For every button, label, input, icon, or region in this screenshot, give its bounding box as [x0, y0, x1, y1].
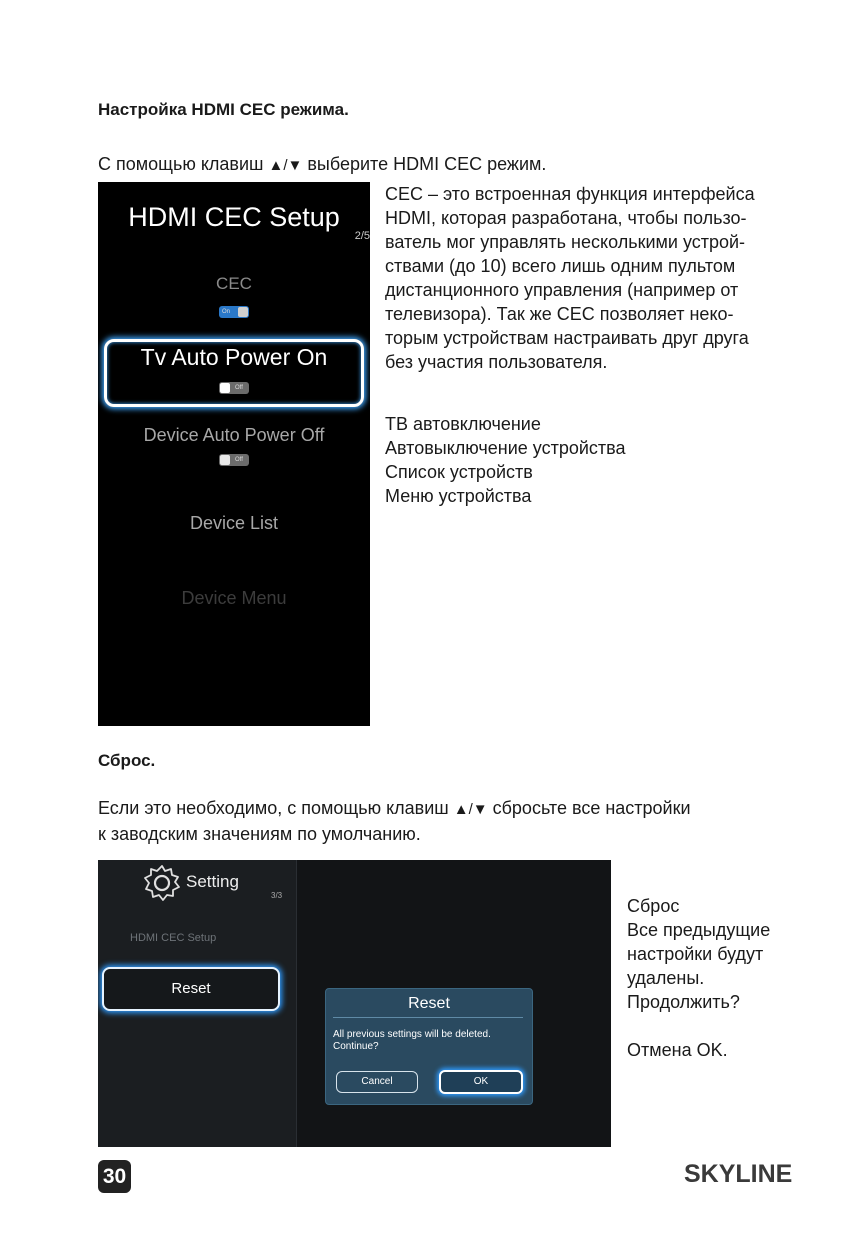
tv-screenshot-reset — [98, 860, 611, 1147]
dialog-message-line: All previous settings will be deleted. — [333, 1029, 491, 1040]
translation-line: ТВ автовключение — [385, 414, 541, 434]
description-line: HDMI, которая разработана, чтобы пользо- — [385, 208, 747, 228]
section-heading-hdmi-cec: Настройка HDMI CEC режима. — [98, 100, 349, 119]
translation-line: Отмена OK. — [627, 1040, 728, 1060]
reset-dialog — [325, 988, 533, 1105]
tv-auto-power-on-toggle[interactable] — [219, 382, 249, 394]
translation-line: Сброс — [627, 896, 680, 916]
menu-item-cec[interactable]: CEC — [216, 274, 252, 293]
translation-line: удалены. — [627, 968, 705, 988]
dialog-divider — [333, 1017, 523, 1018]
description-line: ствами (до 10) всего лишь одним пультом — [385, 256, 736, 276]
description-line: дистанционного управления (например от — [385, 280, 739, 300]
translation-line — [627, 1014, 770, 1038]
dialog-message-line: Continue? — [333, 1041, 379, 1052]
translation-line: Все предыдущие — [627, 920, 771, 940]
page-number-badge: 30 — [98, 1160, 131, 1193]
menu-item-device-list[interactable]: Device List — [189, 513, 279, 533]
dialog-message — [333, 1029, 528, 1053]
cec-toggle[interactable] — [219, 306, 249, 318]
toggle-knob — [220, 383, 230, 393]
menu-item-device-menu: Device Menu — [181, 588, 287, 608]
menu-item-tv-auto-power-on[interactable]: Tv Auto Power On — [140, 344, 328, 370]
up-down-arrows-icon: ▲/▼ — [268, 157, 303, 174]
toggle-state-label: Off — [235, 385, 243, 391]
reset-intro — [98, 796, 798, 846]
description-line: без участия пользователя. — [385, 352, 608, 372]
description-line: CEC – это встроенная функция интерфейса — [385, 184, 755, 204]
intro-text-start: С помощью клавиш — [98, 154, 269, 174]
tv-menu-title: HDMI CEC Setup — [128, 202, 340, 232]
tv-screenshot-hdmi-cec-setup — [98, 182, 370, 726]
cancel-button[interactable]: Cancel — [336, 1071, 418, 1093]
reset-intro-end: сбросьте все настройки — [487, 798, 691, 818]
intro-text — [98, 152, 546, 178]
toggle-state-label: Off — [235, 457, 243, 463]
translation-line: настройки будут — [627, 944, 764, 964]
reset-translation — [627, 894, 770, 1062]
ok-button[interactable]: OK — [439, 1070, 523, 1094]
translation-line: Меню устройства — [385, 486, 532, 506]
menu-translations — [385, 412, 626, 508]
dialog-title: Reset — [408, 995, 450, 1012]
section-heading-reset: Сброс. — [98, 751, 156, 770]
up-down-arrows-icon: ▲/▼ — [453, 801, 488, 818]
gear-icon — [142, 863, 182, 903]
reset-intro-line-1 — [98, 796, 798, 822]
description-line: телевизора). Так же CEC позволяет неко- — [385, 304, 734, 324]
toggle-knob — [220, 455, 230, 465]
intro-text-end: выберите HDMI CEC режим. — [302, 154, 547, 174]
reset-intro-line-2: к заводским значениям по умолчанию. — [98, 824, 421, 844]
sidebar-divider — [296, 860, 297, 1147]
brand-logo: SKYLINE — [684, 1160, 793, 1188]
device-auto-power-off-toggle[interactable] — [219, 454, 249, 466]
description-line: торым устройствам настраивать друг друга — [385, 328, 749, 348]
translation-line: Автовыключение устройства — [385, 438, 626, 458]
cec-description — [385, 182, 795, 374]
page-indicator: 2/5 — [354, 230, 370, 242]
reset-menu-item[interactable]: Reset — [102, 967, 280, 1011]
toggle-knob — [238, 307, 248, 317]
page-indicator: 3/3 — [271, 891, 283, 900]
reset-intro-start: Если это необходимо, с помощью клавиш — [98, 798, 454, 818]
menu-item-device-auto-power-off[interactable]: Device Auto Power Off — [143, 425, 325, 445]
description-line: ватель мог управлять несколькими устрой- — [385, 232, 746, 252]
translation-line: Продолжить? — [627, 992, 740, 1012]
menu-item-hdmi-cec-setup[interactable]: HDMI CEC Setup — [130, 932, 217, 944]
toggle-state-label: On — [222, 309, 231, 315]
translation-line: Список устройств — [385, 462, 533, 482]
settings-header: Setting — [186, 872, 239, 891]
